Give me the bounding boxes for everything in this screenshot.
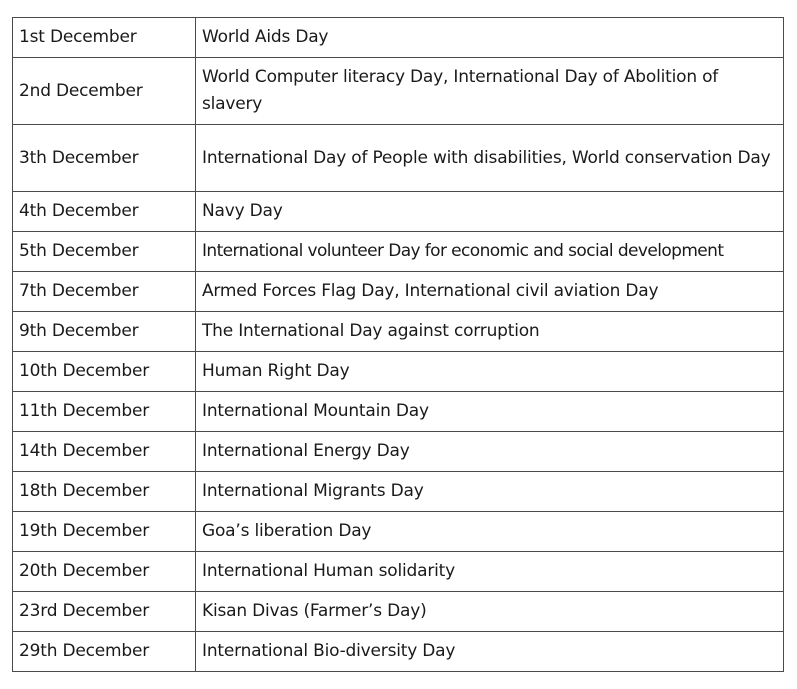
event-cell: World Aids Day [196,18,784,58]
event-cell: International Human solidarity [196,552,784,592]
date-cell: 3th December [13,125,196,192]
event-cell: International Bio-diversity Day [196,632,784,672]
event-cell: World Computer literacy Day, International Day of Abolition of slavery [196,58,784,125]
date-cell: 1st December [13,18,196,58]
event-cell: International Energy Day [196,432,784,472]
event-cell: International Day of People with disabilities, World conservation Day [196,125,784,192]
table-row [13,18,784,58]
event-cell: Armed Forces Flag Day, International civil aviation Day [196,272,784,312]
event-cell: Navy Day [196,192,784,232]
event-cell: The International Day against corruption [196,312,784,352]
table-row [13,432,784,472]
table-row [13,632,784,672]
table-row [13,58,784,125]
event-cell: International Mountain Day [196,392,784,432]
date-cell: 19th December [13,512,196,552]
event-cell: Goa’s liberation Day [196,512,784,552]
table-row [13,552,784,592]
date-cell: 2nd December [13,58,196,125]
event-cell: Human Right Day [196,352,784,392]
date-cell: 9th December [13,312,196,352]
date-cell: 20th December [13,552,196,592]
date-cell: 23rd December [13,592,196,632]
date-cell: 18th December [13,472,196,512]
date-cell: 4th December [13,192,196,232]
table-row [13,192,784,232]
date-cell: 10th December [13,352,196,392]
table-row [13,392,784,432]
date-cell: 5th December [13,232,196,272]
date-cell: 7th December [13,272,196,312]
table-row [13,312,784,352]
event-cell: International Migrants Day [196,472,784,512]
date-cell: 11th December [13,392,196,432]
table-row [13,272,784,312]
event-cell: Kisan Divas (Farmer’s Day) [196,592,784,632]
date-cell: 29th December [13,632,196,672]
table-row [13,125,784,192]
december-important-days-table [12,17,784,672]
date-cell: 14th December [13,432,196,472]
table-row [13,512,784,552]
table-row [13,232,784,272]
event-cell: International volunteer Day for economic and social development [196,232,784,272]
table-row [13,352,784,392]
table-row [13,592,784,632]
table-row [13,472,784,512]
